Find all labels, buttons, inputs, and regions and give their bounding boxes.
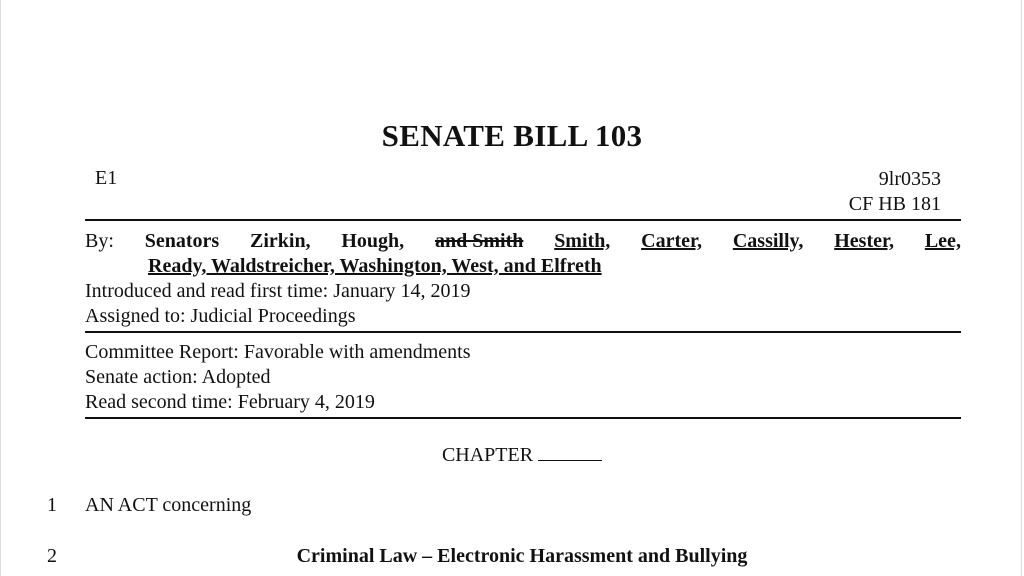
line-number: 2 bbox=[47, 545, 57, 567]
sponsor-line-2 bbox=[85, 254, 961, 279]
divider-middle bbox=[85, 331, 961, 333]
struck-sponsor: and Smith bbox=[435, 230, 524, 252]
bill-codes bbox=[849, 167, 941, 217]
senate-action: Senate action: Adopted bbox=[85, 366, 271, 388]
sponsor-line-1 bbox=[85, 229, 961, 254]
divider-bottom bbox=[85, 417, 961, 419]
by-label: By: bbox=[85, 230, 114, 252]
subject-code: E1 bbox=[95, 167, 118, 189]
assigned-committee: Assigned to: Judicial Proceedings bbox=[85, 305, 356, 327]
bill-subject-heading: Criminal Law – Electronic Harassment and Bullying bbox=[296, 545, 748, 567]
added-sponsor: Smith, bbox=[554, 230, 611, 252]
first-reading-info bbox=[85, 279, 470, 329]
sponsor-word: Senators bbox=[144, 230, 220, 252]
cross-file-number: CF HB 181 bbox=[848, 193, 941, 215]
added-sponsor: Lee, bbox=[924, 230, 961, 252]
divider-top bbox=[85, 219, 961, 221]
sponsor-block bbox=[85, 229, 961, 279]
chapter-label: CHAPTER bbox=[441, 444, 534, 466]
added-sponsors-continued: Ready, Waldstreicher, Washington, West, and Elfreth bbox=[148, 255, 602, 277]
sponsor-word: Zirkin, bbox=[249, 230, 311, 252]
bill-title: SENATE BILL 103 bbox=[381, 118, 643, 153]
committee-report: Committee Report: Favorable with amendments bbox=[85, 341, 471, 363]
chapter-line bbox=[0, 444, 1024, 467]
added-sponsor: Cassilly, bbox=[732, 230, 804, 252]
committee-info bbox=[85, 340, 470, 415]
line-number: 1 bbox=[47, 494, 57, 516]
added-sponsor: Hester, bbox=[834, 230, 895, 252]
added-sponsor: Carter, bbox=[641, 230, 703, 252]
drafting-number: 9lr0353 bbox=[878, 168, 941, 190]
act-title-line: AN ACT concerning bbox=[85, 494, 252, 516]
sponsor-word: Hough, bbox=[341, 230, 405, 252]
second-reading-date: Read second time: February 4, 2019 bbox=[85, 391, 375, 413]
chapter-number-blank bbox=[538, 444, 602, 461]
introduced-date: Introduced and read first time: January 14, 2019 bbox=[85, 280, 471, 302]
